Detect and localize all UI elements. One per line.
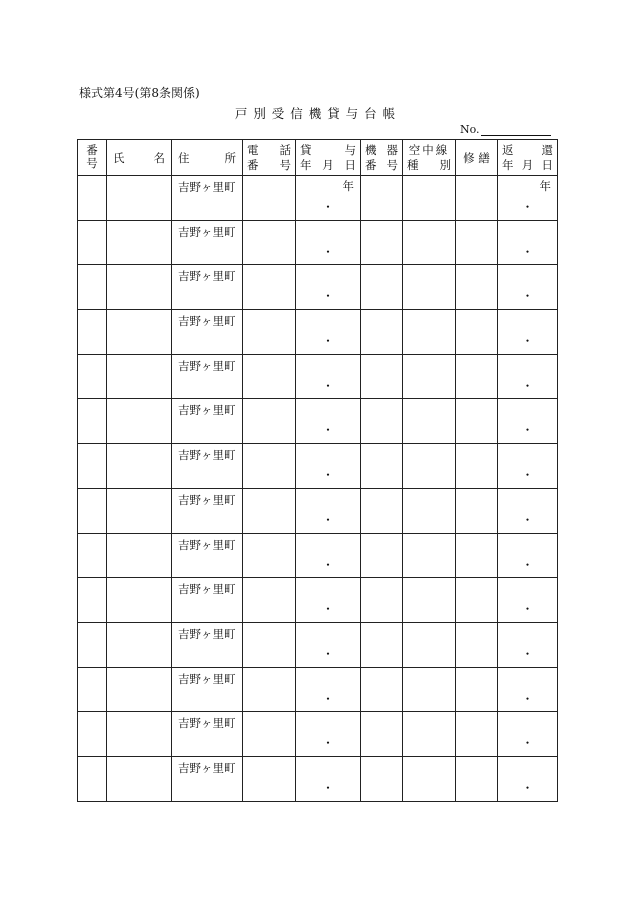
table-row [78, 220, 558, 265]
header-text: 番 [247, 158, 259, 172]
header-text: 日 [344, 158, 356, 172]
date-separator-dot: ・ [321, 557, 335, 572]
header-address [172, 140, 243, 176]
header-name [107, 140, 172, 176]
address-text: 吉野ヶ里町 [178, 224, 236, 239]
cell-name[interactable] [107, 756, 172, 801]
cell-address[interactable] [172, 667, 243, 712]
year-marker: 年 [539, 179, 551, 193]
date-separator-dot: ・ [521, 244, 534, 259]
cell-device-number[interactable] [361, 622, 403, 667]
cell-number[interactable] [78, 265, 107, 310]
date-separator-dot: ・ [521, 512, 534, 527]
date-separator-dot: ・ [521, 334, 534, 349]
cell-address[interactable] [172, 399, 243, 444]
cell-return-date[interactable] [498, 265, 558, 310]
date-separator-dot: ・ [521, 423, 534, 438]
cell-phone[interactable] [243, 667, 296, 712]
cell-repair[interactable] [456, 712, 498, 757]
cell-antenna-type[interactable] [403, 354, 456, 399]
cell-loan-date[interactable] [296, 578, 361, 623]
cell-address[interactable] [172, 533, 243, 578]
cell-return-date[interactable] [498, 220, 558, 265]
cell-repair[interactable] [456, 265, 498, 310]
date-separator-dot: ・ [521, 691, 534, 706]
cell-name[interactable] [107, 310, 172, 355]
cell-phone[interactable] [243, 488, 296, 533]
cell-return-date[interactable] [498, 756, 558, 801]
cell-return-date[interactable] [498, 667, 558, 712]
cell-repair[interactable] [456, 176, 498, 221]
header-text: 与 [344, 143, 356, 157]
cell-repair[interactable] [456, 533, 498, 578]
header-loan-date [296, 140, 361, 176]
cell-repair[interactable] [456, 444, 498, 489]
cell-number[interactable] [78, 712, 107, 757]
cell-antenna-type[interactable] [403, 220, 456, 265]
cell-loan-date[interactable] [296, 667, 361, 712]
cell-phone[interactable] [243, 176, 296, 221]
cell-number[interactable] [78, 444, 107, 489]
cell-number[interactable] [78, 756, 107, 801]
table-row [78, 533, 558, 578]
table-row [78, 265, 558, 310]
date-separator-dot: ・ [321, 200, 335, 214]
date-separator-dot: ・ [321, 289, 335, 304]
address-text: 吉野ヶ里町 [178, 716, 236, 731]
cell-repair[interactable] [456, 667, 498, 712]
cell-name[interactable] [107, 622, 172, 667]
cell-name[interactable] [107, 488, 172, 533]
cell-number[interactable] [78, 399, 107, 444]
year-marker: 年 [342, 179, 354, 193]
cell-address[interactable] [172, 622, 243, 667]
cell-antenna-type[interactable] [403, 667, 456, 712]
cell-antenna-type[interactable] [403, 622, 456, 667]
date-separator-dot: ・ [521, 378, 534, 393]
table-row [78, 399, 558, 444]
number-field-line[interactable] [481, 122, 551, 136]
cell-address[interactable] [172, 488, 243, 533]
cell-number[interactable] [78, 667, 107, 712]
cell-phone[interactable] [243, 354, 296, 399]
cell-name[interactable] [107, 399, 172, 444]
header-text: 番 [86, 143, 98, 157]
cell-return-date[interactable] [498, 622, 558, 667]
cell-device-number[interactable] [361, 354, 403, 399]
cell-number[interactable] [78, 354, 107, 399]
cell-address[interactable] [172, 265, 243, 310]
cell-number[interactable] [78, 622, 107, 667]
cell-loan-date[interactable] [296, 622, 361, 667]
cell-antenna-type[interactable] [403, 310, 456, 355]
cell-device-number[interactable] [361, 310, 403, 355]
cell-phone[interactable] [243, 712, 296, 757]
cell-device-number[interactable] [361, 265, 403, 310]
address-text: 吉野ヶ里町 [178, 358, 236, 373]
header-text: 還 [541, 143, 553, 157]
header-text: 日 [541, 158, 553, 172]
cell-antenna-type[interactable] [403, 176, 456, 221]
cell-address[interactable] [172, 176, 243, 221]
header-row [78, 140, 558, 176]
cell-repair[interactable] [456, 622, 498, 667]
cell-loan-date[interactable] [296, 444, 361, 489]
cell-number[interactable] [78, 310, 107, 355]
date-separator-dot: ・ [321, 468, 335, 483]
cell-phone[interactable] [243, 399, 296, 444]
date-separator-dot: ・ [321, 602, 335, 617]
cell-repair[interactable] [456, 756, 498, 801]
cell-device-number[interactable] [361, 176, 403, 221]
table-row [78, 488, 558, 533]
header-text: 住 [178, 151, 190, 165]
table-row [78, 354, 558, 399]
date-separator-dot: ・ [521, 468, 534, 483]
cell-number[interactable] [78, 578, 107, 623]
header-text: 貸 [300, 143, 312, 157]
cell-antenna-type[interactable] [403, 399, 456, 444]
date-separator-dot: ・ [321, 334, 335, 349]
ledger-body [78, 176, 558, 802]
date-separator-dot: ・ [321, 244, 335, 259]
date-separator-dot: ・ [321, 512, 335, 527]
cell-device-number[interactable] [361, 533, 403, 578]
cell-device-number[interactable] [361, 756, 403, 801]
cell-address[interactable] [172, 444, 243, 489]
cell-device-number[interactable] [361, 488, 403, 533]
cell-return-date[interactable] [498, 444, 558, 489]
table-row [78, 667, 558, 712]
cell-address[interactable] [172, 354, 243, 399]
cell-repair[interactable] [456, 488, 498, 533]
cell-return-date[interactable] [498, 399, 558, 444]
date-separator-dot: ・ [521, 557, 534, 572]
date-separator-dot: ・ [321, 646, 335, 661]
cell-device-number[interactable] [361, 578, 403, 623]
header-text: 月 [521, 158, 534, 172]
cell-name[interactable] [107, 265, 172, 310]
cell-name[interactable] [107, 354, 172, 399]
cell-device-number[interactable] [361, 712, 403, 757]
cell-address[interactable] [172, 712, 243, 757]
cell-loan-date[interactable] [296, 220, 361, 265]
header-antenna-type [403, 140, 456, 176]
header-text: 返 [502, 143, 514, 157]
header-text: 機 [365, 143, 377, 157]
header-number [78, 140, 107, 176]
cell-loan-date[interactable] [296, 176, 361, 221]
cell-antenna-type[interactable] [403, 488, 456, 533]
date-separator-dot: ・ [321, 736, 335, 751]
cell-number[interactable] [78, 176, 107, 221]
cell-antenna-type[interactable] [403, 578, 456, 623]
header-text: 月 [322, 158, 334, 172]
cell-name[interactable] [107, 176, 172, 221]
cell-address[interactable] [172, 578, 243, 623]
table-row [78, 622, 558, 667]
cell-phone[interactable] [243, 444, 296, 489]
cell-loan-date[interactable] [296, 712, 361, 757]
header-text: 空中線 [408, 143, 450, 157]
cell-number[interactable] [78, 220, 107, 265]
cell-name[interactable] [107, 712, 172, 757]
cell-return-date[interactable] [498, 176, 558, 221]
header-text: 種 [407, 158, 419, 172]
address-text: 吉野ヶ里町 [178, 180, 236, 194]
cell-phone[interactable] [243, 622, 296, 667]
header-text: 号 [386, 158, 398, 172]
cell-antenna-type[interactable] [403, 712, 456, 757]
address-text: 吉野ヶ里町 [178, 537, 236, 552]
table-row [78, 310, 558, 355]
address-text: 吉野ヶ里町 [178, 314, 236, 329]
cell-repair[interactable] [456, 578, 498, 623]
cell-loan-date[interactable] [296, 399, 361, 444]
header-text: 修 繕 [463, 151, 490, 165]
cell-antenna-type[interactable] [403, 265, 456, 310]
date-separator-dot: ・ [321, 378, 335, 393]
cell-phone[interactable] [243, 220, 296, 265]
cell-name[interactable] [107, 533, 172, 578]
date-separator-dot: ・ [521, 646, 534, 661]
table-row [78, 712, 558, 757]
cell-return-date[interactable] [498, 578, 558, 623]
header-text: 所 [224, 151, 236, 165]
cell-number[interactable] [78, 533, 107, 578]
header-text: 号 [86, 156, 98, 170]
form-number-label: 様式第4号(第8条関係) [79, 86, 200, 100]
table-row [78, 756, 558, 801]
cell-return-date[interactable] [498, 533, 558, 578]
header-text: 別 [439, 158, 451, 172]
header-text: 年 [502, 158, 514, 172]
address-text: 吉野ヶ里町 [178, 492, 236, 507]
address-text: 吉野ヶ里町 [178, 582, 236, 597]
date-separator-dot: ・ [521, 780, 534, 795]
cell-antenna-type[interactable] [403, 533, 456, 578]
date-separator-dot: ・ [521, 736, 534, 751]
cell-return-date[interactable] [498, 354, 558, 399]
address-text: 吉野ヶ里町 [178, 269, 236, 284]
cell-name[interactable] [107, 667, 172, 712]
header-text: 名 [153, 151, 165, 165]
ledger-title: 戸 別 受 信 機 貸 与 台 帳 [234, 106, 396, 121]
address-text: 吉野ヶ里町 [178, 760, 236, 775]
address-text: 吉野ヶ里町 [178, 626, 236, 641]
date-separator-dot: ・ [321, 423, 335, 438]
cell-device-number[interactable] [361, 444, 403, 489]
date-separator-dot: ・ [321, 691, 335, 706]
address-text: 吉野ヶ里町 [178, 671, 236, 686]
date-separator-dot: ・ [521, 200, 534, 214]
header-phone [243, 140, 296, 176]
cell-name[interactable] [107, 220, 172, 265]
cell-device-number[interactable] [361, 667, 403, 712]
cell-repair[interactable] [456, 399, 498, 444]
header-repair [456, 140, 498, 176]
cell-loan-date[interactable] [296, 310, 361, 355]
cell-address[interactable] [172, 220, 243, 265]
cell-address[interactable] [172, 310, 243, 355]
cell-loan-date[interactable] [296, 354, 361, 399]
cell-phone[interactable] [243, 533, 296, 578]
header-text: 氏 [113, 151, 125, 165]
cell-return-date[interactable] [498, 488, 558, 533]
date-separator-dot: ・ [521, 602, 534, 617]
cell-phone[interactable] [243, 265, 296, 310]
cell-loan-date[interactable] [296, 488, 361, 533]
table-row [78, 444, 558, 489]
header-device-number [361, 140, 403, 176]
table-row [78, 176, 558, 221]
cell-loan-date[interactable] [296, 756, 361, 801]
cell-phone[interactable] [243, 578, 296, 623]
header-text: 番 [365, 158, 377, 172]
cell-phone[interactable] [243, 310, 296, 355]
cell-loan-date[interactable] [296, 265, 361, 310]
date-separator-dot: ・ [521, 289, 534, 304]
cell-antenna-type[interactable] [403, 756, 456, 801]
cell-return-date[interactable] [498, 310, 558, 355]
header-text: 号 [279, 158, 291, 172]
header-text: 話 [279, 143, 291, 157]
number-field[interactable] [460, 122, 551, 136]
cell-device-number[interactable] [361, 220, 403, 265]
cell-loan-date[interactable] [296, 533, 361, 578]
cell-phone[interactable] [243, 756, 296, 801]
header-text: 器 [386, 143, 398, 157]
cell-name[interactable] [107, 578, 172, 623]
address-text: 吉野ヶ里町 [178, 448, 236, 463]
number-field-label: No. [460, 123, 480, 136]
cell-number[interactable] [78, 488, 107, 533]
address-text: 吉野ヶ里町 [178, 403, 236, 418]
cell-antenna-type[interactable] [403, 444, 456, 489]
header-text: 年 [300, 158, 312, 172]
header-text: 電 [247, 143, 259, 157]
date-separator-dot: ・ [321, 780, 335, 795]
table-row [78, 578, 558, 623]
cell-name[interactable] [107, 444, 172, 489]
cell-device-number[interactable] [361, 399, 403, 444]
cell-repair[interactable] [456, 220, 498, 265]
cell-repair[interactable] [456, 354, 498, 399]
header-return-date [498, 140, 558, 176]
cell-repair[interactable] [456, 310, 498, 355]
cell-return-date[interactable] [498, 712, 558, 757]
ledger-table [77, 139, 558, 802]
cell-address[interactable] [172, 756, 243, 801]
